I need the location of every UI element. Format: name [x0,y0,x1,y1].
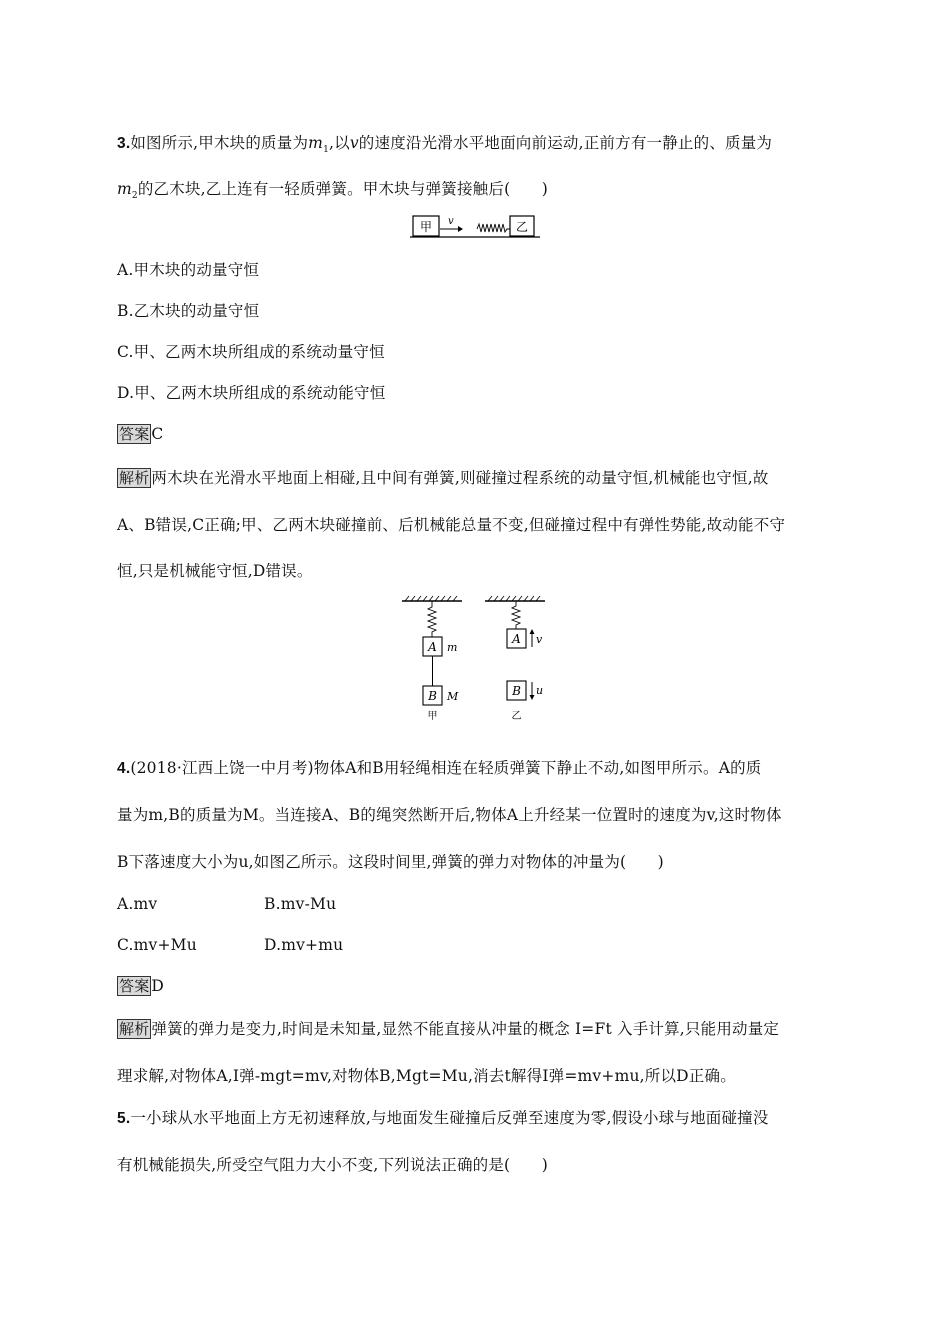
svg-text:B: B [428,689,437,703]
q3-option-b: B.乙木块的动量守恒 [117,302,260,320]
q3-option-d: D.甲、乙两木块所组成的系统动能守恒 [117,384,386,402]
q4-option-d: D.mv+mu [264,936,344,954]
q4-analysis-line2: 理求解,对物体A,I弹-mgt=mv,对物体B,Mgt=Mu,消去t解得I弹=mv+mu,所以D正确。 [117,1067,736,1085]
q3-option-c: C.甲、乙两木块所组成的系统动量守恒 [117,343,385,361]
q3-figure [410,212,540,242]
svg-text:A: A [428,640,437,654]
q3-stem-line1: 3.如图所示,甲木块的质量为$m_1$,以v的速度沿光滑水平地面向前运动,正前方有一静止的、质量为 [117,134,773,156]
q3-analysis-line2: A、B错误,C正确;甲、乙两木块碰撞前、后机械能总量不变,但碰撞过程中有弹性势能,故动能不守 [117,516,786,534]
svg-text:M: M [447,690,459,703]
q4-analysis-line1: 解析 弹簧的弹力是变力,时间是未知量,显然不能直接从冲量的概念 I=Ft 入手计算,只能用动量定 [119,1020,780,1038]
spring [477,224,510,232]
velocity-label: v [448,216,454,227]
q4-stem-line3: B下落速度大小为u,如图乙所示。这段时间里,弹簧的弹力对物体的冲量为( ) [117,853,664,871]
q4-option-b: B.mv-Mu [264,895,337,913]
q4-number: 4. [117,760,131,777]
q4-figure [395,593,565,728]
svg-text:A: A [512,632,521,646]
analysis-tag: 解析 [119,1020,150,1038]
caption-jia: 甲 [427,711,438,722]
q4-stem-line2: 量为m,B的质量为M。当连接A、B的绳突然断开后,物体A上升经某一位置时的速度为v,这时物体 [117,806,782,824]
block-yi-label: 乙 [515,220,529,234]
q3-analysis-line3: 恒,只是机械能守恒,D错误。 [117,562,313,580]
svg-text:v: v [536,633,543,646]
q3-number: 3. [117,135,131,152]
answer-tag: 答案 [119,977,150,995]
caption-yi: 乙 [511,711,522,722]
q3-stem-line2: $m_2$的乙木块,乙上连有一轻质弹簧。甲木块与弹簧接触后( ) [117,180,548,202]
svg-text:m: m [447,641,458,654]
q4-stem-line1: 4.(2018·江西上饶一中月考)物体A和B用轻绳相连在轻质弹簧下静止不动,如图甲所示。A的质 [117,759,762,777]
q3-analysis-line1: 解析 两木块在光滑水平地面上相碰,且中间有弹簧,则碰撞过程系统的动量守恒,机械能也守恒,故 [119,469,769,487]
q5-stem-line2: 有机械能损失,所受空气阻力大小不变,下列说法正确的是( ) [117,1156,548,1174]
q3-answer [117,424,163,444]
q5-stem-line1: 5.一小球从水平地面上方无初速释放,与地面发生碰撞后反弹至速度为零,假设小球与地面碰撞没 [117,1109,769,1127]
block-jia-label: 甲 [419,220,433,234]
svg-text:u: u [536,684,544,697]
svg-text:B: B [512,684,521,698]
q4-option-a: A.mv [117,895,158,913]
answer-value: C [151,425,164,443]
q5-number: 5. [117,1110,131,1127]
q4-option-c: C.mv+Mu [117,936,197,954]
answer-value: D [151,977,165,995]
q4-answer [117,976,164,996]
spring-left [428,601,436,637]
answer-tag: 答案 [119,425,150,443]
analysis-tag: 解析 [119,469,150,487]
spring-right [512,601,520,629]
q3-option-a: A.甲木块的动量守恒 [117,261,260,279]
